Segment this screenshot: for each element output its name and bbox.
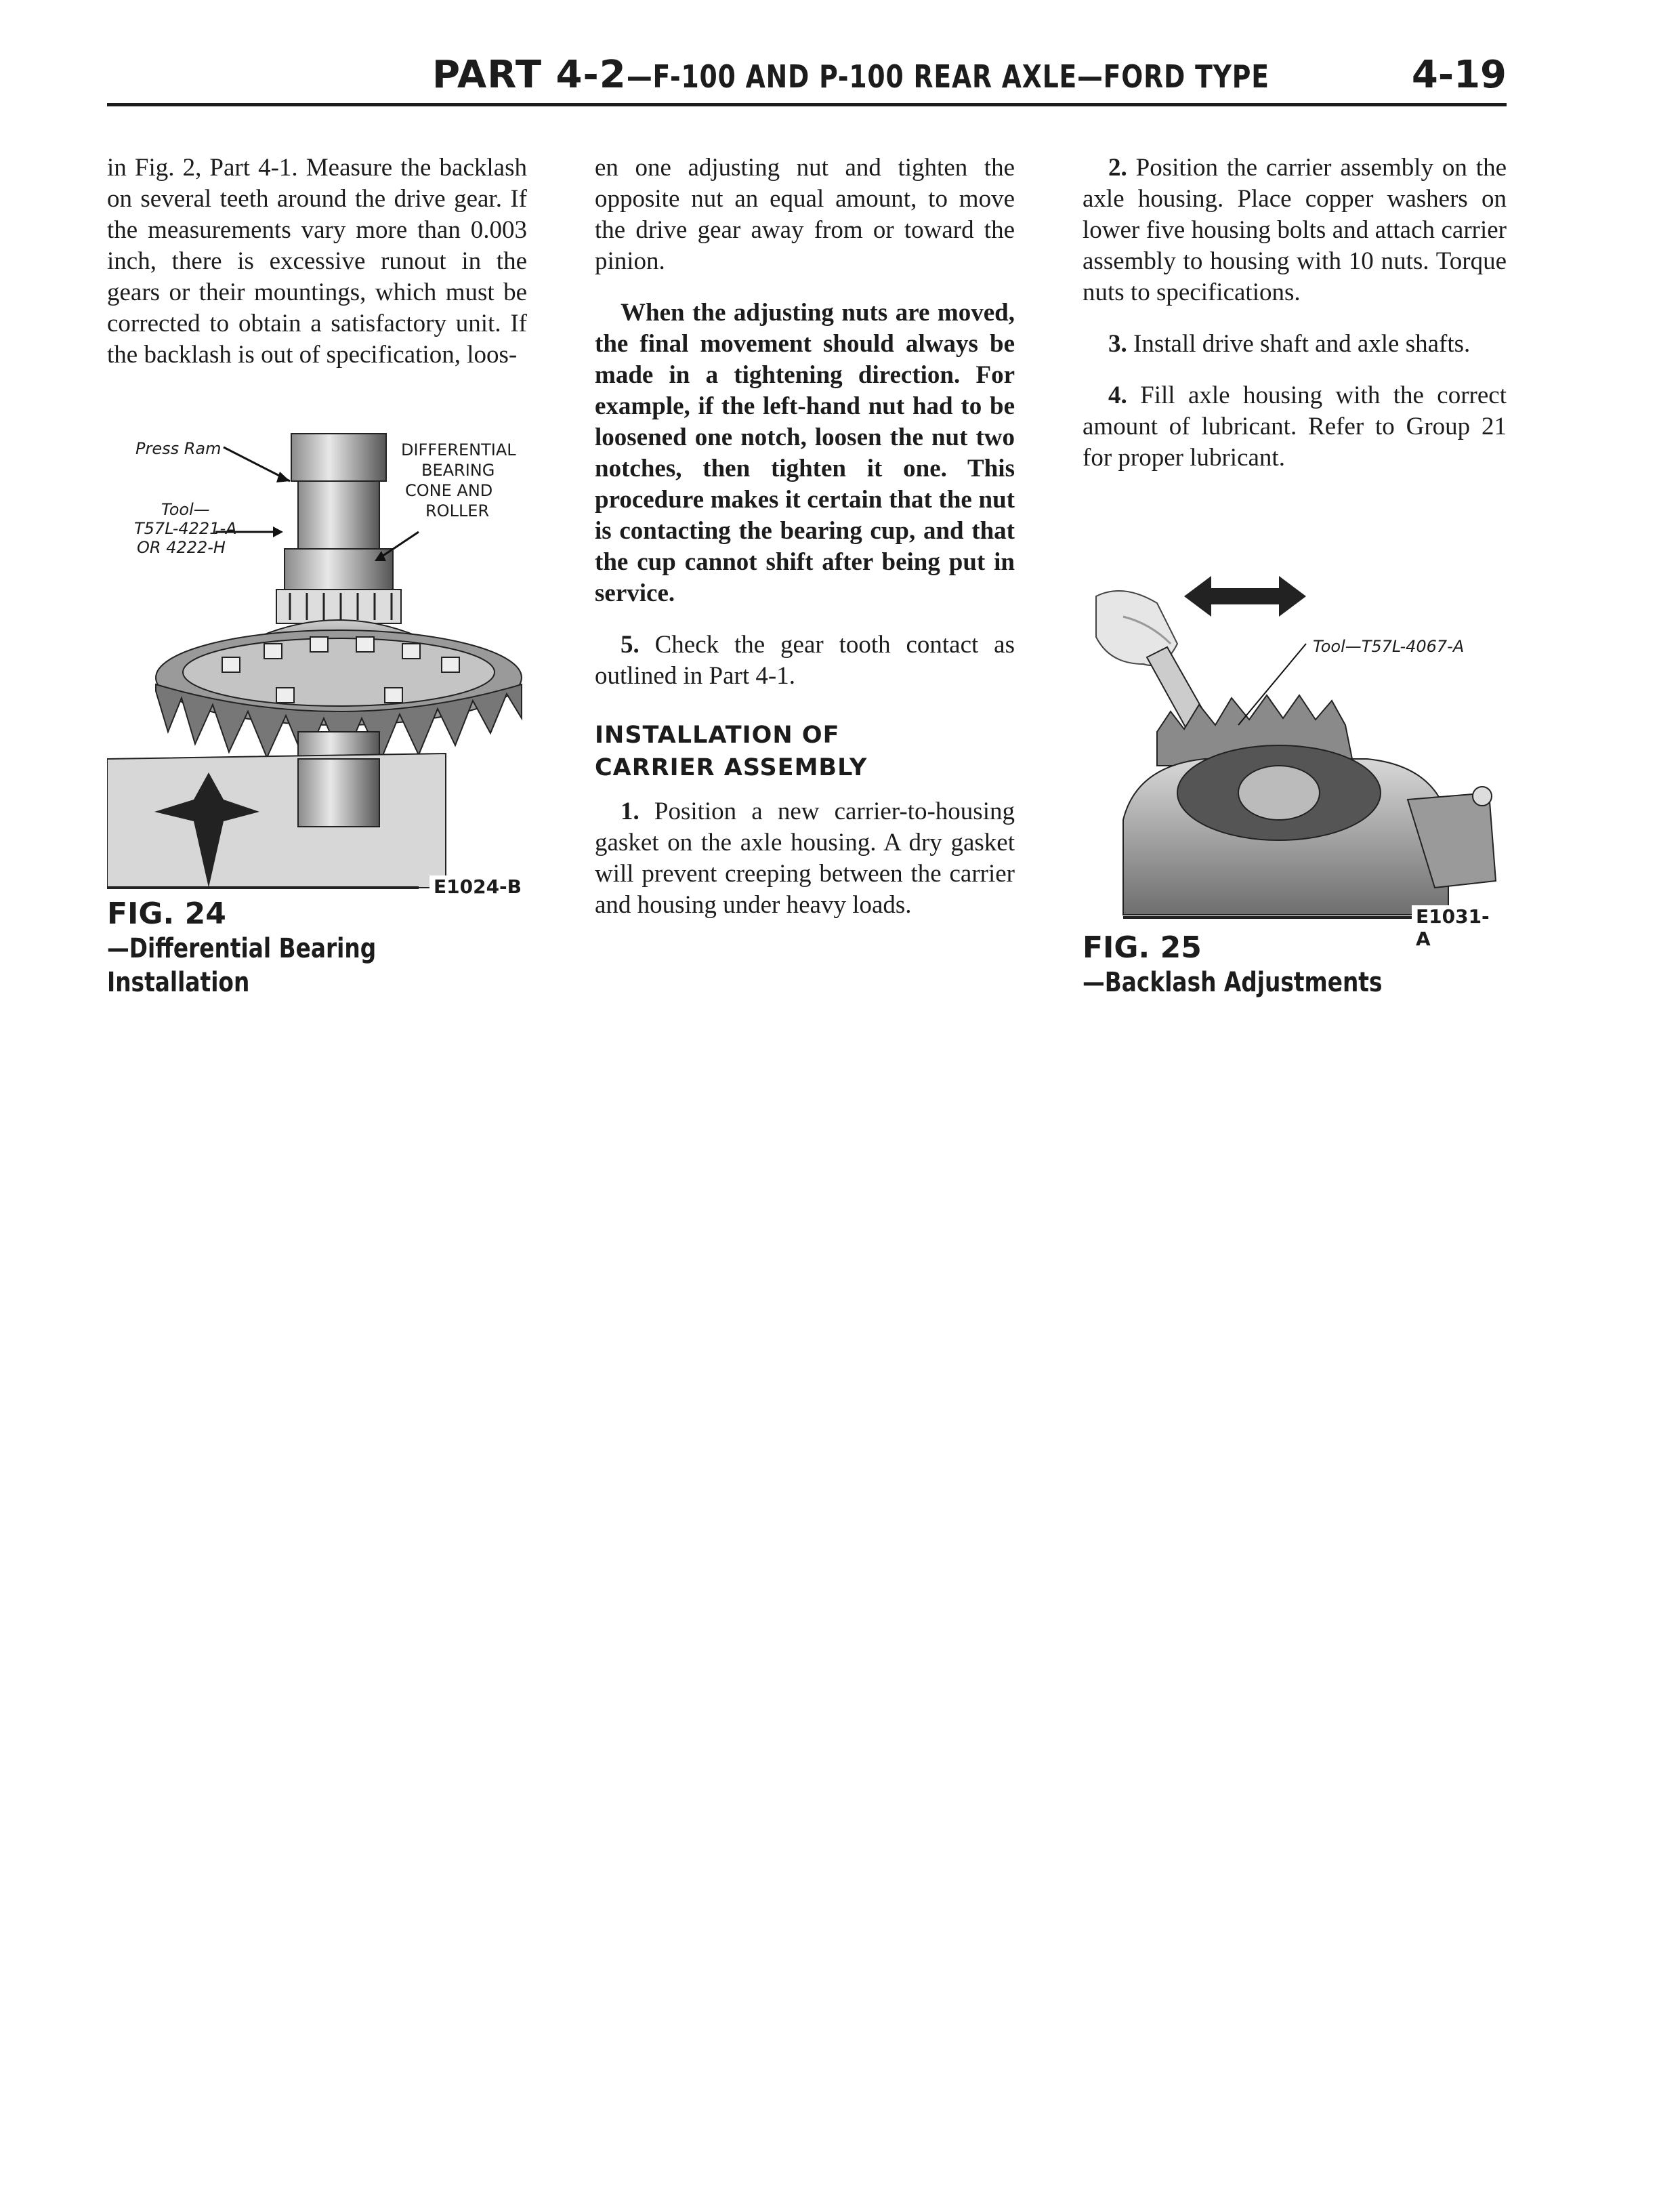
caption-rest: —Differential Bearing xyxy=(107,933,377,964)
page-title xyxy=(432,53,1394,97)
figure-code: E1024-B xyxy=(429,875,526,898)
label-press-ram: Press Ram xyxy=(135,439,222,458)
label-differential-line3: CONE AND xyxy=(405,481,493,500)
label-differential-line2: BEARING xyxy=(421,461,495,480)
backlash-adjustment-illustration xyxy=(1083,562,1507,928)
step-text: Position a new carrier-to-housing gasket on the axle housing. A dry gasket will prevent creeping between the carrier and housing under heavy loads. xyxy=(595,798,1015,919)
step-text: Fill axle housing with the correct amount of lubricant. Refer to Group 21 for proper lubricant. xyxy=(1083,381,1507,472)
paragraph-adjusting-nut: en one adjusting nut and tighten the opposite nut an equal amount, to move the drive gear away from or toward the pinion. xyxy=(595,154,1015,275)
caption-rest: —Backlash Adjustments xyxy=(1083,967,1383,998)
step-number: 2. xyxy=(1108,154,1127,182)
double-arrow-icon xyxy=(1184,576,1306,617)
header-rule xyxy=(107,103,1507,106)
column-1 xyxy=(107,152,527,371)
page-header xyxy=(107,53,1507,100)
page-number: 4-19 xyxy=(1411,53,1507,97)
figure-24-caption xyxy=(107,897,527,999)
paragraph-backlash: in Fig. 2, Part 4-1. Measure the backlash on several teeth around the drive gear. If the measurements vary more than 0.003 inch, there is excessive runout in the gears or their mountings, which must be corrected to obtain a satisfactory unit. If the backlash is out of specification, loos- xyxy=(107,154,527,369)
paragraph-step-5 xyxy=(595,629,1015,692)
step-text: Install drive shaft and axle shafts. xyxy=(1127,330,1471,358)
step-number: 4. xyxy=(1108,381,1127,409)
paragraph-step-1 xyxy=(595,796,1015,921)
step-number: 5. xyxy=(621,631,639,659)
part-title: —F-100 AND P-100 REAR AXLE—FORD TYPE xyxy=(626,58,1269,95)
figure-25 xyxy=(1083,562,1507,999)
label-tool-line2: T57L-4221-A xyxy=(134,519,237,538)
label-tool-line3: OR 4222-H xyxy=(137,538,226,557)
step-number: 1. xyxy=(621,798,639,825)
column-2 xyxy=(595,152,1015,941)
part-number: PART 4-2 xyxy=(432,53,627,97)
paragraph-step-4 xyxy=(1083,380,1507,474)
section-heading-line2: CARRIER ASSEMBLY xyxy=(595,754,868,781)
step-text: Check the gear tooth contact as outlined in Part 4-1. xyxy=(595,631,1015,690)
section-heading xyxy=(595,719,1015,784)
caption-line2: Installation xyxy=(107,967,250,998)
caption-lead: FIG. 25 xyxy=(1083,930,1202,965)
paragraph-step-2 xyxy=(1083,152,1507,308)
column-3 xyxy=(1083,152,1507,494)
paragraph-step-3 xyxy=(1083,329,1507,360)
section-heading-line1: INSTALLATION OF xyxy=(595,722,840,749)
label-differential-line4: ROLLER xyxy=(425,501,490,520)
caption-lead: FIG. 24 xyxy=(107,896,226,931)
step-text: Position the carrier assembly on the axle housing. Place copper washers on lower five housing bolts and attach carrier assembly to housing with 10 nuts. Torque nuts to specifications. xyxy=(1083,154,1507,306)
label-differential-line1: DIFFERENTIAL xyxy=(401,440,516,459)
label-tool-line1: Tool— xyxy=(161,500,210,519)
figure-24 xyxy=(107,420,527,999)
step-number: 3. xyxy=(1108,330,1127,358)
figure-code: E1031-A xyxy=(1412,905,1507,950)
label-tool: Tool—T57L-4067-A xyxy=(1313,637,1465,656)
paragraph-tightening-direction: When the adjusting nuts are moved, the final movement should always be made in a tightening direction. For example, if the left-hand nut had to be loosened one notch, loosen the nut two notches, then tighten it one. This procedure makes it certain that the nut is contacting the bearing cup, and that the cup cannot shift after being put in service. xyxy=(595,299,1015,607)
